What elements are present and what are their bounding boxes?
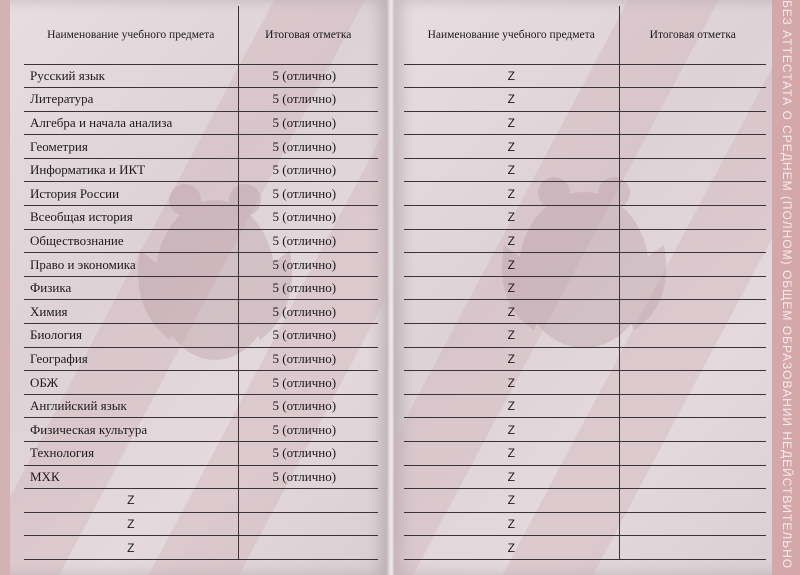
z-mark-cell: Z <box>404 135 619 159</box>
table-row <box>24 158 378 182</box>
subject-cell: Русский язык <box>24 64 238 88</box>
grade-cell: 5 (отлично) <box>238 158 378 182</box>
z-mark-cell: Z <box>404 418 619 442</box>
table-row <box>24 418 378 442</box>
grade-cell <box>619 300 766 324</box>
grade-cell: 5 (отлично) <box>238 135 378 159</box>
side-warning-text: БЕЗ АТТЕСТАТА О СРЕДНЕМ (ПОЛНОМ) ОБЩЕМ ОБРАЗОВАНИИ НЕДЕЙСТВИТЕЛЬНО <box>780 0 794 570</box>
z-mark-cell: Z <box>404 489 619 513</box>
table-row <box>404 135 766 159</box>
z-mark-cell: Z <box>404 324 619 348</box>
grade-cell <box>619 347 766 371</box>
table-row <box>24 253 378 277</box>
grade-column-header: Итоговая отметка <box>619 6 766 64</box>
z-mark-cell: Z <box>404 536 619 560</box>
grade-cell: 5 (отлично) <box>238 371 378 395</box>
z-mark-cell: Z <box>404 158 619 182</box>
grade-cell: 5 (отлично) <box>238 111 378 135</box>
grades-table-right <box>404 6 766 560</box>
z-mark-cell: Z <box>404 394 619 418</box>
table-row <box>24 182 378 206</box>
grades-table-left <box>24 6 378 560</box>
z-mark-cell: Z <box>24 489 238 513</box>
grades-table-right-body <box>404 64 766 559</box>
left-page-border <box>0 0 10 575</box>
grade-cell <box>619 489 766 513</box>
table-row <box>24 512 378 536</box>
z-mark-cell: Z <box>404 276 619 300</box>
grade-cell <box>619 465 766 489</box>
subject-cell: Информатика и ИКТ <box>24 158 238 182</box>
z-mark-cell: Z <box>404 300 619 324</box>
grade-cell: 5 (отлично) <box>238 229 378 253</box>
grade-cell: 5 (отлично) <box>238 253 378 277</box>
grade-cell <box>619 229 766 253</box>
table-row <box>24 111 378 135</box>
table-row <box>404 512 766 536</box>
subject-cell: Геометрия <box>24 135 238 159</box>
table-row <box>24 347 378 371</box>
subject-cell: ОБЖ <box>24 371 238 395</box>
subject-cell: Биология <box>24 324 238 348</box>
z-mark-cell: Z <box>404 88 619 112</box>
grade-cell <box>619 394 766 418</box>
table-row <box>24 276 378 300</box>
z-mark-cell: Z <box>404 111 619 135</box>
table-row <box>404 394 766 418</box>
z-mark-cell: Z <box>404 465 619 489</box>
grade-cell: 5 (отлично) <box>238 64 378 88</box>
table-row <box>404 418 766 442</box>
grade-cell <box>238 489 378 513</box>
z-mark-cell: Z <box>404 206 619 230</box>
table-row <box>404 324 766 348</box>
subject-cell: Алгебра и начала анализа <box>24 111 238 135</box>
grade-cell <box>619 512 766 536</box>
grade-cell: 5 (отлично) <box>238 394 378 418</box>
table-row <box>404 206 766 230</box>
table-row <box>24 442 378 466</box>
table-row <box>24 371 378 395</box>
grade-cell: 5 (отлично) <box>238 206 378 230</box>
subject-cell: Химия <box>24 300 238 324</box>
table-row <box>24 536 378 560</box>
subject-cell: Английский язык <box>24 394 238 418</box>
table-row <box>24 206 378 230</box>
z-mark-cell: Z <box>24 536 238 560</box>
grade-cell <box>619 276 766 300</box>
table-row <box>404 536 766 560</box>
z-mark-cell: Z <box>404 347 619 371</box>
table-row <box>24 229 378 253</box>
grade-cell <box>619 182 766 206</box>
grade-cell: 5 (отлично) <box>238 442 378 466</box>
z-mark-cell: Z <box>404 442 619 466</box>
subject-cell: Физика <box>24 276 238 300</box>
subject-cell: Обществознание <box>24 229 238 253</box>
subject-cell: Литература <box>24 88 238 112</box>
grade-cell <box>619 88 766 112</box>
subject-cell: МХК <box>24 465 238 489</box>
z-mark-cell: Z <box>404 182 619 206</box>
z-mark-cell: Z <box>404 512 619 536</box>
grade-cell <box>238 512 378 536</box>
grade-cell: 5 (отлично) <box>238 418 378 442</box>
table-row <box>24 394 378 418</box>
table-row <box>404 158 766 182</box>
subject-cell: Право и экономика <box>24 253 238 277</box>
grade-cell: 5 (отлично) <box>238 324 378 348</box>
table-row <box>404 182 766 206</box>
table-row <box>24 465 378 489</box>
grade-column-header: Итоговая отметка <box>238 6 378 64</box>
table-row <box>404 253 766 277</box>
subject-column-header: Наименование учебного предмета <box>24 6 238 64</box>
grade-cell: 5 (отлично) <box>238 347 378 371</box>
grade-cell: 5 (отлично) <box>238 300 378 324</box>
table-row <box>404 229 766 253</box>
table-row <box>404 300 766 324</box>
subject-cell: Всеобщая история <box>24 206 238 230</box>
z-mark-cell: Z <box>404 64 619 88</box>
table-row <box>404 465 766 489</box>
grade-cell <box>619 371 766 395</box>
table-row <box>24 88 378 112</box>
table-row <box>24 135 378 159</box>
grades-table-left-body <box>24 64 378 559</box>
grade-cell <box>619 206 766 230</box>
grade-cell: 5 (отлично) <box>238 465 378 489</box>
z-mark-cell: Z <box>404 229 619 253</box>
table-row <box>404 111 766 135</box>
grade-cell <box>619 536 766 560</box>
table-row <box>404 371 766 395</box>
grade-cell: 5 (отлично) <box>238 182 378 206</box>
table-row <box>24 300 378 324</box>
subject-cell: История России <box>24 182 238 206</box>
grade-cell <box>619 418 766 442</box>
z-mark-cell: Z <box>24 512 238 536</box>
grade-cell <box>619 158 766 182</box>
table-row <box>404 347 766 371</box>
grade-cell: 5 (отлично) <box>238 276 378 300</box>
table-row <box>404 442 766 466</box>
z-mark-cell: Z <box>404 253 619 277</box>
grade-cell <box>238 536 378 560</box>
grade-cell: 5 (отлично) <box>238 88 378 112</box>
grade-cell <box>619 324 766 348</box>
table-row <box>404 64 766 88</box>
table-row <box>404 276 766 300</box>
left-page <box>0 0 388 575</box>
subject-column-header: Наименование учебного предмета <box>404 6 619 64</box>
table-row <box>24 324 378 348</box>
right-page <box>394 0 800 575</box>
table-row <box>404 489 766 513</box>
z-mark-cell: Z <box>404 371 619 395</box>
grade-cell <box>619 135 766 159</box>
grade-cell <box>619 64 766 88</box>
grade-cell <box>619 442 766 466</box>
grade-cell <box>619 253 766 277</box>
table-row <box>404 88 766 112</box>
table-row <box>24 64 378 88</box>
table-row <box>24 489 378 513</box>
subject-cell: География <box>24 347 238 371</box>
grade-cell <box>619 111 766 135</box>
subject-cell: Технология <box>24 442 238 466</box>
subject-cell: Физическая культура <box>24 418 238 442</box>
